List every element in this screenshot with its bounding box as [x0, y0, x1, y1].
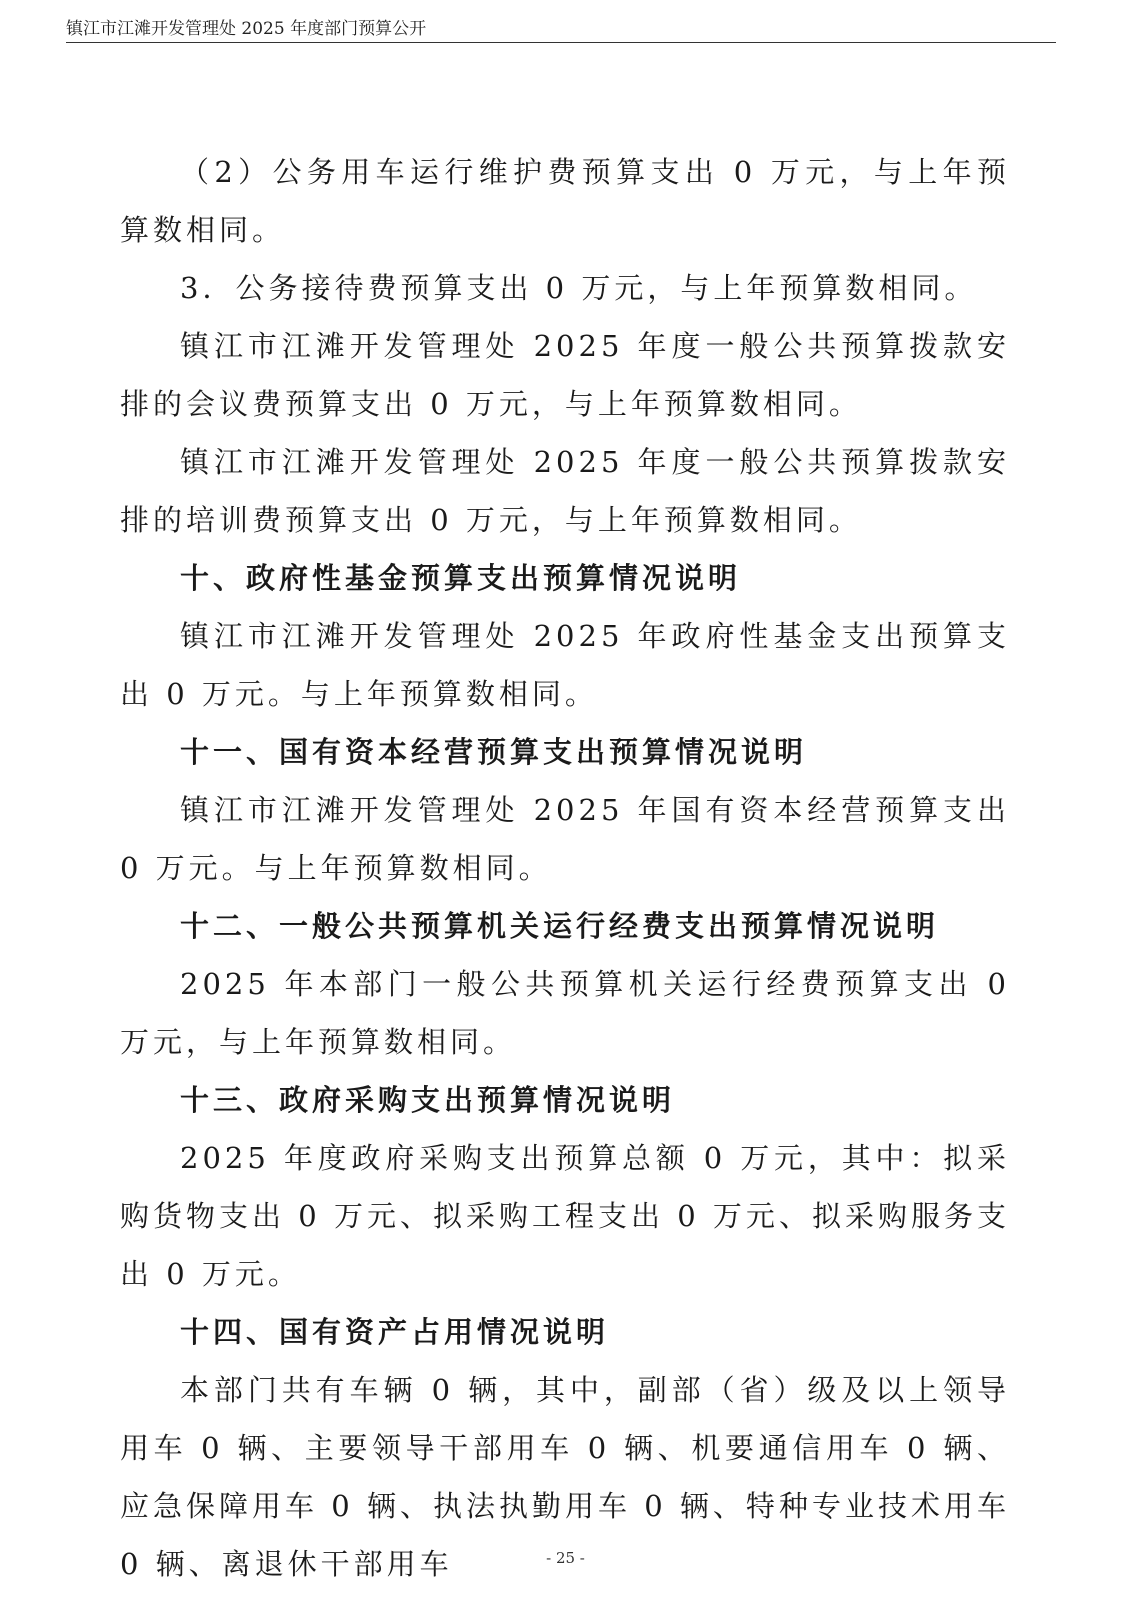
section-heading-12: 十二、一般公共预算机关运行经费支出预算情况说明: [180, 909, 940, 943]
paragraph-state-capital: 镇江市江滩开发管理处 2025 年国有资本经营预算支出 0 万元。与上年预算数相同。: [120, 793, 1010, 885]
section-heading-14: 十四、国有资产占用情况说明: [180, 1315, 610, 1349]
paragraph-meeting-fee: 镇江市江滩开发管理处 2025 年度一般公共预算拨款安排的会议费预算支出 0 万元，与上年预算数相同。: [120, 329, 1010, 421]
section-heading-11: 十一、国有资本经营预算支出预算情况说明: [180, 735, 808, 769]
section-heading-13: 十三、政府采购支出预算情况说明: [180, 1083, 676, 1117]
paragraph-vehicles: 本部门共有车辆 0 辆，其中，副部（省）级及以上领导用车 0 辆、主要领导干部用车 0 辆、机要通信用车 0 辆、应急保障用车 0 辆、执法执勤用车 0 辆、特种专业技术用车 0 辆、离退休干部用车: [120, 1373, 1010, 1581]
section-heading-10: 十、政府性基金预算支出预算情况说明: [180, 561, 742, 595]
paragraph-procurement: 2025 年度政府采购支出预算总额 0 万元，其中：拟采购货物支出 0 万元、拟采购工程支出 0 万元、拟采购服务支出 0 万元。: [120, 1141, 1010, 1291]
paragraph-vehicle-maintenance: （2）公务用车运行维护费预算支出 0 万元，与上年预算数相同。: [120, 155, 1010, 247]
document-body: [120, 143, 1010, 1593]
page-header: 镇江市江滩开发管理处 2025 年度部门预算公开: [66, 18, 1056, 43]
page-number: - 25 -: [546, 1549, 585, 1567]
paragraph-government-fund: 镇江市江滩开发管理处 2025 年政府性基金支出预算支出 0 万元。与上年预算数相同。: [120, 619, 1010, 711]
paragraph-reception-fee: 3．公务接待费预算支出 0 万元，与上年预算数相同。: [180, 271, 978, 305]
paragraph-operating-expenses: 2025 年本部门一般公共预算机关运行经费预算支出 0 万元，与上年预算数相同。: [120, 967, 1010, 1059]
paragraph-training-fee: 镇江市江滩开发管理处 2025 年度一般公共预算拨款安排的培训费预算支出 0 万元，与上年预算数相同。: [120, 445, 1010, 537]
